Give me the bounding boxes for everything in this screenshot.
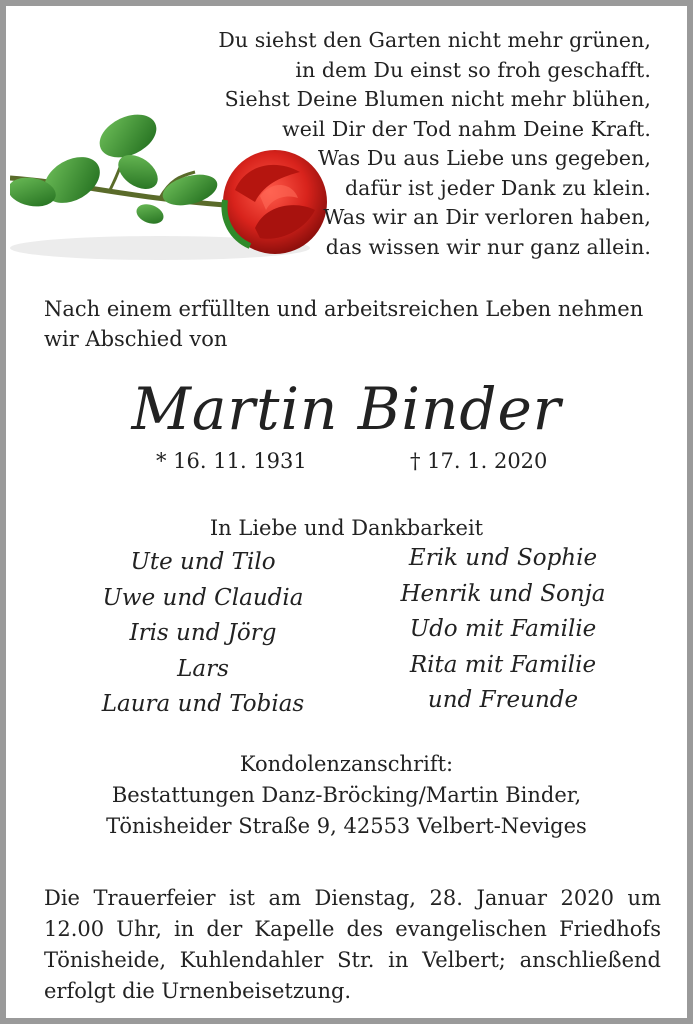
poem-line: dafür ist jeder Dank zu klein.: [344, 175, 651, 200]
mourner-name: Udo mit Familie: [409, 616, 597, 642]
poem-line: Was wir an Dir verloren haben,: [323, 205, 651, 229]
deceased-name: Martin Binder: [131, 375, 562, 443]
thanks-heading: In Liebe und Dankbarkeit: [209, 516, 484, 540]
mourner-name: Laura und Tobias: [101, 691, 305, 717]
mourner-name: Erik und Sophie: [408, 545, 598, 571]
birth-date: * 16. 11. 1931: [156, 449, 307, 473]
poem-line: Siehst Deine Blumen nicht mehr blühen,: [224, 87, 651, 111]
poem-line: das wissen wir nur ganz allein.: [325, 234, 651, 259]
mourners-right: [378, 541, 628, 719]
death-date: † 17. 1. 2020: [410, 449, 548, 473]
mourner-name: Rita mit Familie: [409, 651, 597, 678]
mourner-name: Lars: [177, 655, 229, 682]
mourner-name: Iris und Jörg: [129, 620, 277, 646]
condolence-label: Kondolenzanschrift:: [239, 752, 454, 776]
mourner-name: Ute und Tilo: [130, 549, 276, 575]
intro-text: Nach einem erfüllten und arbeitsreichen Leben nehmen wir Abschied von: [44, 297, 644, 351]
poem-line: Was Du aus Liebe uns gegeben,: [317, 146, 651, 170]
condolence-line: Bestattungen Danz-Bröcking/Martin Binder,: [111, 783, 582, 807]
poem-line: Du siehst den Garten nicht mehr grünen,: [218, 28, 651, 52]
condolence-address: [6, 749, 687, 842]
poem: [218, 26, 651, 262]
poem-line: in dem Du einst so froh geschafft.: [295, 57, 651, 82]
mourner-name: Henrik und Sonja: [400, 580, 606, 607]
mourner-name: und Freunde: [427, 687, 579, 713]
ceremony-text: Die Trauerfeier ist am Dienstag, 28. Januar 2020 um 12.00 Uhr, in der Kapelle des evangelischen Friedhofs Tönisheide, Kuhlendahler Str. in Velbert; anschließend erfolgt die Urnenbeisetzung.: [44, 886, 661, 1003]
mourners-left: [72, 545, 334, 723]
mourner-name: Uwe und Claudia: [102, 584, 304, 611]
condolence-line: Tönisheider Straße 9, 42553 Velbert-Neviges: [106, 814, 587, 838]
poem-line: weil Dir der Tod nahm Deine Kraft.: [282, 116, 651, 141]
